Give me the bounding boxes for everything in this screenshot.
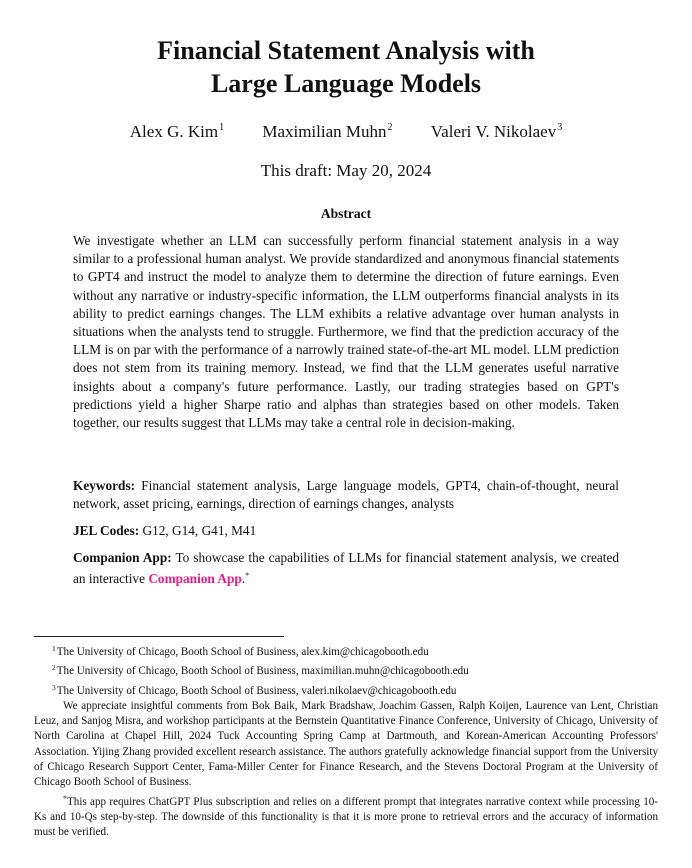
footnote-number: 3 <box>52 682 56 692</box>
footnote-number: * <box>63 793 67 803</box>
companion-app-link[interactable]: Companion App <box>148 571 242 587</box>
title-line-2: Large Language Models <box>210 69 482 98</box>
footnotes <box>34 641 658 841</box>
companion-app-text: To showcase the capabilities of LLMs for financial statement analysis, we created an interactive <box>73 550 620 587</box>
abstract-heading: Abstract <box>320 206 372 221</box>
footnote-number: 1 <box>52 644 56 653</box>
footnote-mark[interactable]: 1 <box>219 122 225 133</box>
footnote-affiliation <box>34 641 658 660</box>
author <box>130 122 224 142</box>
keywords-text: Financial statement analysis, Large language models, GPT4, chain-of-thought, neural network, asset pricing, earnings, direction of earnings changes, analysts <box>73 478 619 512</box>
footnote-number: 2 <box>52 663 56 673</box>
author-list <box>0 122 692 142</box>
keywords-label: Keywords: <box>73 478 136 493</box>
jel-codes: G12, G14, G41, M41 <box>142 523 257 538</box>
abstract-text: We investigate whether an LLM can successfully perform financial statement analysis in a way similar to a professional human analyst. We provide standardized and anonymous financial statements to GPT4 and instruct the model to analyze them to determine the direction of future earnings. Even without any narrative or industry-specific information, the LLM outperforms financial analysts in its ability to predict earnings changes. The LLM exhibits a relative advantage over human analysts in situations when the analysts tend to struggle. Furthermore, we find that the prediction accuracy of the LLM is on par with the performance of a narrowly trained state-of-the-art ML model. LLM prediction does not stem from its training memory. Instead, we find that the LLM generates useful narrative insights about a company's future performance. Lastly, our trading strategies based on GPT's predictions yield a higher Sharpe ratio and alphas than strategies based on other models. Taken together, our results suggest that LLMs may take a central role in decision-making. <box>73 233 619 431</box>
draft-date: This draft: May 20, 2024 <box>260 161 432 180</box>
footnote-affiliation <box>34 680 658 699</box>
footnote-mark[interactable]: 3 <box>557 122 563 133</box>
paper-title <box>0 34 692 100</box>
footnote-text: The University of Chicago, Booth School of Business, alex.kim@chicagobooth.edu <box>56 646 429 658</box>
keywords-section <box>73 477 619 513</box>
title-line-1: Financial Statement Analysis with <box>157 36 535 65</box>
footnote-mark[interactable]: * <box>245 571 250 581</box>
footnote-text: This app requires ChatGPT Plus subscription and relies on a different prompt that integrates narrative context while processing 10-Ks and 10-Qs step-by-step. The downside of this functionality is that it is more prone to retrieval errors and the accuracy of information must be verified. <box>34 795 658 839</box>
acknowledgment-note: We appreciate insightful comments from Bok Baik, Mark Bradshaw, Joachim Gassen, Ralph Koijen, Laurence van Lent, Christian Leuz, and Sanjog Misra, and workshop participants at the Bernstein Quantitative Finance Conference, University of Chicago, University of North Carolina at Chapel Hill, 2024 Tuck Accounting Spring Camp at Dartmouth, and Korean-American Accounting Professors' Association. Yijing Zhang provided excellent research assistance. The authors gratefully acknowledge financial support from the University of Chicago Research Support Center, Fama-Miller Center for Finance Research, and the Stevens Doctoral Program at the University of Chicago Booth School of Business. <box>34 699 658 789</box>
footnote-text: The University of Chicago, Booth School of Business, maximilian.muhn@chicagobooth.edu <box>56 665 469 678</box>
jel-label: JEL Codes: <box>73 523 140 538</box>
companion-app-section <box>73 549 619 588</box>
author <box>431 122 562 142</box>
author-name: Valeri V. Nikolaev <box>430 122 557 141</box>
footnote-text: The University of Chicago, Booth School of Business, valeri.nikolaev@chicagobooth.edu <box>56 684 457 697</box>
footnote-mark[interactable]: 2 <box>387 122 393 133</box>
author-name: Maximilian Muhn <box>262 122 387 141</box>
footnote-affiliation <box>34 660 658 679</box>
footnote-divider <box>34 636 284 637</box>
companion-app-period: . <box>241 571 246 587</box>
companion-app-footnote <box>34 791 658 841</box>
author-name: Alex G. Kim <box>129 122 219 141</box>
companion-app-label: Companion App: <box>73 550 172 565</box>
author <box>262 122 392 142</box>
jel-section <box>73 522 619 540</box>
